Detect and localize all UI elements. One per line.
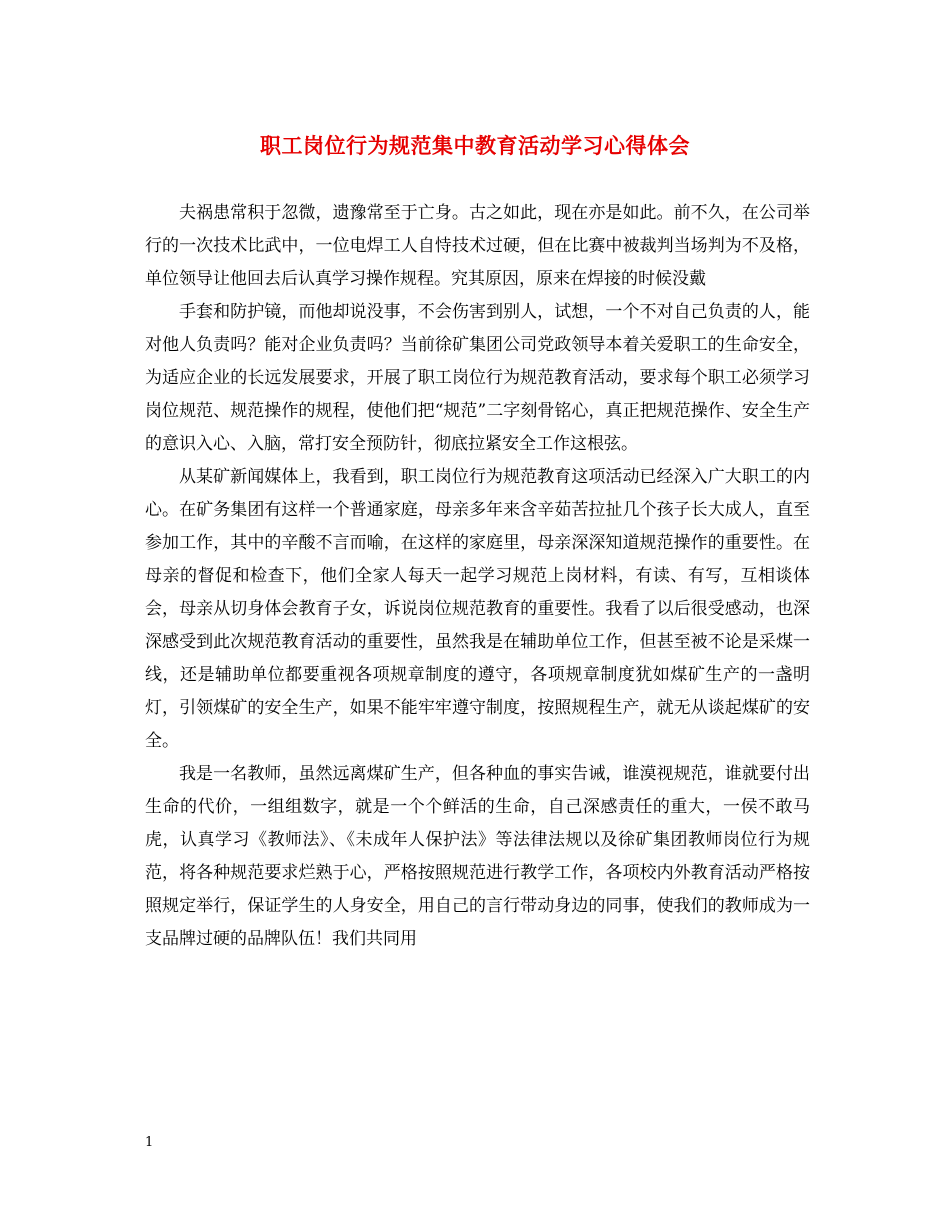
paragraph-4: 我是一名教师，虽然远离煤矿生产，但各种血的事实告诫，谁漠视规范，谁就要付出生命的代价，一组组数字，就是一个个鲜活的生命，自己深感责任的重大，一侯不敢马虎，认真学习《教师法》、《未成年人保护法》等法律法规以及徐矿集团教师岗位行为规范，将各种规范要求烂熟于心，严格按照规范进行教学工作，各项校内外教育活动严格按照规定举行，保证学生的人身安全，用自己的言行带动身边的同事，使我们的教师成为一支品牌过硬的品牌队伍！我们共同用 [145,764,810,949]
document-body [145,197,810,956]
page-number: 1 [145,1135,154,1150]
paragraph-3: 从某矿新闻媒体上，我看到，职工岗位行为规范教育这项活动已经深入广大职工的内心。在矿务集团有这样一个普通家庭，母亲多年来含辛茹苦拉扯几个孩子长大成人，直至参加工作，其中的辛酸不言而喻，在这样的家庭里，母亲深深知道规范操作的重要性。在母亲的督促和检查下，他们全家人每天一起学习规范上岗材料，有读、有写，互相谈体会，母亲从切身体会教育子女，诉说岗位规范教育的重要性。我看了以后很受感动，也深深感受到此次规范教育活动的重要性，虽然我是在辅助单位工作，但甚至被不论是采煤一线，还是辅助单位都要重视各项规章制度的遵守，各项规章制度犹如煤矿生产的一盏明灯，引领煤矿的安全生产，如果不能牢牢遵守制度，按照规程生产，就无从谈起煤矿的安全。 [145,467,810,751]
paragraph-1: 夫祸患常积于忽微，遗豫常至于亡身。古之如此，现在亦是如此。前不久，在公司举行的一次技术比武中，一位电焊工人自恃技术过硬，但在比赛中被裁判当场判为不及格，单位领导让他回去后认真学习操作规程。究其原因，原来在焊接的时候没戴 [145,203,810,289]
paragraph-2: 手套和防护镜，而他却说没事，不会伤害到别人，试想，一个不对自己负责的人，能对他人负责吗？能对企业负责吗？当前徐矿集团公司党政领导本着关爱职工的生命安全，为适应企业的长远发展要求，开展了职工岗位行为规范教育活动，要求每个职工必须学习岗位规范、规范操作的规程，使他们把“规范”二字刻骨铭心，真正把规范操作、安全生产的意识入心、入脑，常打安全预防针，彻底拉紧安全工作这根弦。 [145,302,810,454]
document-title: 职工岗位行为规范集中教育活动学习心得体会 [260,133,690,158]
